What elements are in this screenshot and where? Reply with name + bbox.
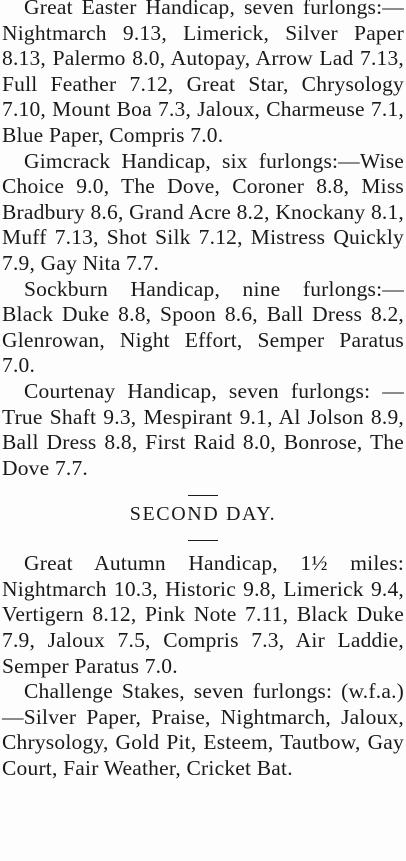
race-entry-courtenay-handicap: Courtenay Handicap, seven furlongs: —True Shaft 9.3, Mespirant 9.1, Al Jolson 8.9, Ball Dress 8.8, First Raid 8.0, Bonrose, The Dove 7.7. (2, 378, 404, 480)
race-entry-gimcrack-handicap: Gimcrack Handicap, six furlongs:—Wise Choice 9.0, The Dove, Coroner 8.8, Miss Bradbury 8.6, Grand Acre 8.2, Knockany 8.1, Muff 7.13, Shot Silk 7.12, Mistress Quickly 7.9, Gay Nita 7.7. (2, 148, 404, 275)
race-entry-great-easter-handicap: Great Easter Handicap, seven furlongs:—Nightmarch 9.13, Limerick, Silver Paper 8.13, Palermo 8.0, Autopay, Arrow Lad 7.13, Full Feather 7.12, Great Star, Chrysology 7.10, Mount Boa 7.3, Jaloux, Charmeuse 7.1, Blue Paper, Compris 7.0. (2, 0, 404, 147)
race-entry-challenge-stakes: Challenge Stakes, seven furlongs: (w.f.a.)—Silver Paper, Praise, Nightmarch, Jaloux, Chrysology, Gold Pit, Esteem, Tautbow, Gay Court, Fair Weather, Cricket Bat. (2, 679, 404, 781)
section-divider-bottom (188, 540, 218, 541)
race-entry-sockburn-handicap: Sockburn Handicap, nine furlongs:—Black Duke 8.8, Spoon 8.6, Ball Dress 8.2, Glenrowan, Night Effort, Semper Paratus 7.0. (2, 276, 404, 378)
section-heading-second-day: SECOND DAY. (129, 503, 277, 526)
race-entry-great-autumn-handicap: Great Autumn Handicap, 1½ miles: Nightmarch 10.3, Historic 9.8, Limerick 9.4, Vertigern 8.12, Pink Note 7.11, Black Duke 7.9, Jaloux 7.5, Compris 7.3, Air Laddie, Semper Paratus 7.0. (2, 551, 404, 678)
